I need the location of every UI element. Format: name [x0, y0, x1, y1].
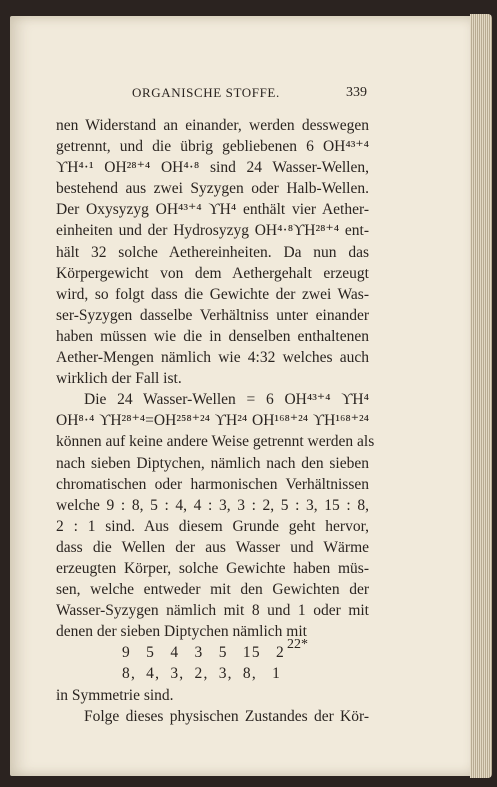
text-line: chromatischen oder harmonischen Verhältnissen	[56, 475, 369, 493]
text-line: Aether-Mengen nämlich wie 4:32 welches auch	[56, 349, 369, 367]
text-line: wirklich der Fall ist.	[56, 370, 182, 388]
page-number: 339	[346, 85, 367, 100]
text-line: Körpergewicht von dem Aethergehalt erzeugt	[56, 264, 369, 282]
page-header	[56, 85, 369, 109]
text-line: Die 24 Wasser-Wellen = 6 OH⁴³⁺⁴ ϒH⁴	[84, 391, 369, 409]
running-head: ORGANISCHE STOFFE.	[132, 85, 280, 100]
text-line: haben müssen wie die in denselben enthaltenen	[56, 327, 369, 345]
text-line: in Symmetrie sind.	[56, 686, 174, 704]
text-line: nach sieben Diptychen, nämlich nach den sieben	[56, 454, 369, 472]
text-line: ϒH⁴·¹ OH²⁸⁺⁴ OH⁴·⁸ sind 24 Wasser-Wellen,	[56, 159, 369, 177]
text-line: OH⁸·⁴ ϒH²⁸⁺⁴=OH²⁵⁸⁺²⁴ ϒH²⁴ OH¹⁶⁸⁺²⁴ ϒH¹⁶⁸⁺²⁴	[56, 412, 369, 430]
text-line: ser-Syzygen dasselbe Verhältniss unter einander	[56, 306, 369, 324]
text-line: Wasser-Syzygen nämlich mit 8 und 1 oder mit	[56, 602, 369, 620]
body-paragraphs	[56, 115, 375, 642]
page-text-block	[56, 85, 375, 727]
text-line: denen der sieben Diptychen nämlich mit	[56, 623, 307, 641]
signature-mark: 22*	[287, 637, 308, 652]
text-line: einheiten und der Hydrosyzyg OH⁴·⁸ϒH²⁸⁺⁴ ent-	[56, 222, 369, 240]
text-line: sen, welche entweder mit den Gewichten der	[56, 581, 369, 599]
text-line: bestehend aus zwei Syzygen oder Halb-Wellen.	[56, 180, 369, 198]
text-line: wird, so folgt dass die Gewichte der zwei Was-	[56, 285, 369, 303]
page-edges	[470, 14, 492, 778]
tail-paragraphs	[56, 685, 369, 727]
text-line: Folge dieses physischen Zustandes der Kör-	[84, 707, 369, 725]
fraction-numerators: 9 5 4 3 5 15 2	[122, 644, 285, 662]
text-line: erzeugten Körper, solche Gewichte haben müs-	[56, 559, 369, 577]
text-line: 2 : 1 sind. Aus diesem Grunde geht hervor,	[56, 517, 369, 535]
text-line: welche 9 : 8, 5 : 4, 4 : 3, 3 : 2, 5 : 3, 15 : 8,	[56, 496, 369, 514]
text-line: dass die Wellen der aus Wasser und Wärme	[56, 538, 369, 556]
text-line: nen Widerstand an einander, werden desswegen	[56, 117, 369, 134]
text-line: getrennt, und die übrig gebliebenen 6 OH⁴³⁺⁴	[56, 138, 369, 156]
text-line: hält 32 solche Aethereinheiten. Da nun das	[56, 243, 369, 261]
text-line: können auf keine andere Weise getrennt werden als	[56, 433, 375, 451]
fraction-denominators: 8, 4, 3, 2, 3, 8, 1	[122, 665, 282, 683]
text-line: Der Oxysyzyg OH⁴³⁺⁴ ϒH⁴ enthält vier Aether-	[56, 201, 369, 219]
